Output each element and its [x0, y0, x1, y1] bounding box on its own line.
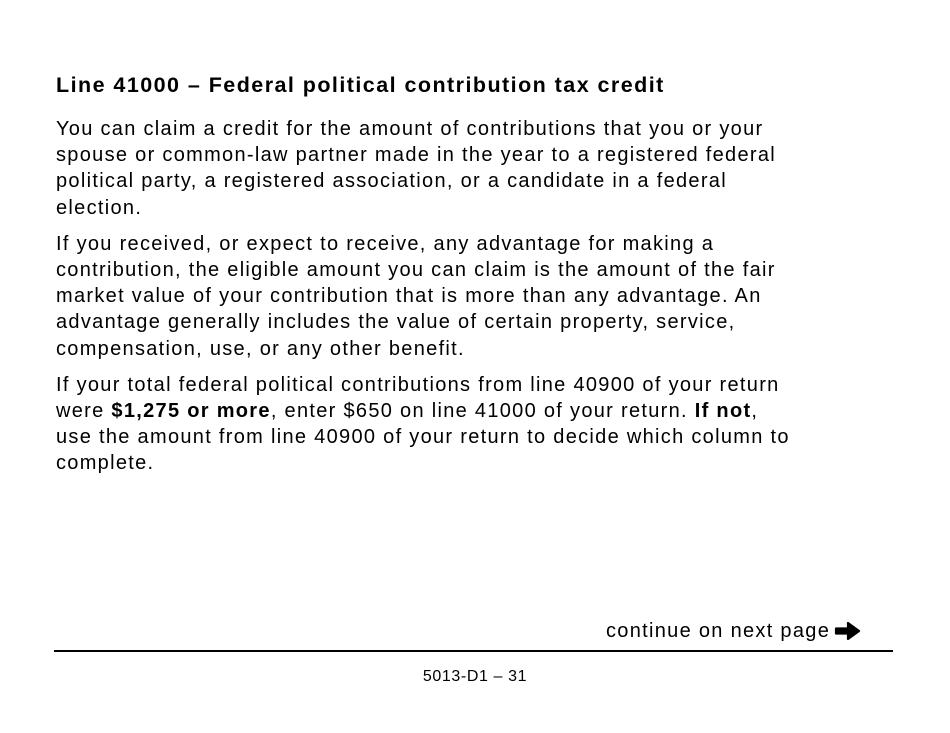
page-number: 5013-D1 – 31: [422, 668, 528, 685]
paragraph-line: political party, a registered association, or a candidate in a federal: [56, 170, 727, 193]
section-heading: Line 41000 – Federal political contribution tax credit: [56, 73, 665, 97]
paragraph-line: If your total federal political contributions from line 40900 of your return: [56, 373, 780, 396]
paragraph-line: spouse or common-law partner made in the year to a registered federal: [56, 144, 777, 167]
continue-on-next-page: [606, 618, 862, 644]
paragraph-line: election.: [56, 196, 143, 219]
paragraph-line: contribution, the eligible amount you can claim is the amount of the fair: [56, 259, 776, 282]
paragraph-line: [56, 398, 896, 424]
paragraph-line: market value of your contribution that is more than any advantage. An: [56, 285, 762, 308]
continue-label: continue on next page: [606, 620, 831, 642]
page-content: [56, 68, 896, 487]
paragraph-line: advantage generally includes the value of certain property, service,: [56, 311, 736, 334]
paragraph-line: You can claim a credit for the amount of contributions that you or your: [56, 118, 764, 140]
paragraph-total-contributions: [56, 372, 896, 477]
paragraph-line: use the amount from line 40900 of your return to decide which column to: [56, 426, 790, 449]
paragraph-claim-credit: [56, 116, 896, 221]
bold-threshold-amount: $1,275 or more: [111, 400, 271, 423]
paragraph-line: complete.: [56, 452, 155, 475]
bold-if-not: If not: [694, 400, 752, 423]
paragraph-advantage: [56, 231, 896, 362]
paragraph-line: If you received, or expect to receive, any advantage for making a: [56, 232, 715, 255]
footer-divider: [54, 650, 893, 652]
text-run: , enter $650 on line 41000 of your return.: [270, 400, 695, 423]
text-run: were: [56, 400, 112, 423]
arrow-right-icon: [834, 620, 862, 642]
paragraph-line: compensation, use, or any other benefit.: [56, 337, 465, 360]
text-run: ,: [751, 400, 759, 423]
